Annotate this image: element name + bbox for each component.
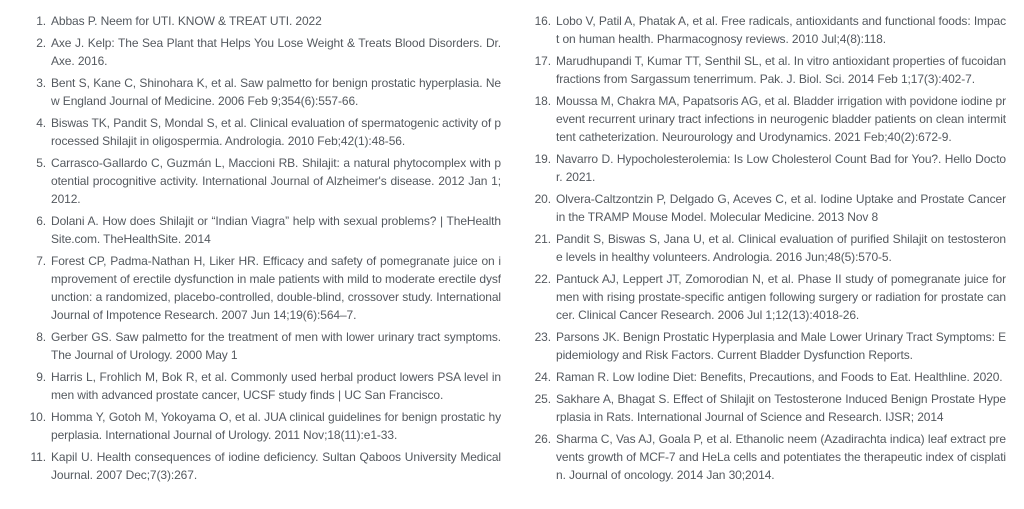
reference-item (533, 368, 1006, 386)
reference-text: Navarro D. Hypocholesterolemia: Is Low Cholesterol Count Bad for You?. Hello Doctor. 2021. (556, 152, 1006, 184)
reference-number: 2. (36, 36, 46, 50)
reference-item (533, 52, 1006, 88)
reference-list-left (28, 12, 501, 484)
reference-number: 8. (36, 330, 46, 344)
reference-number: 7. (36, 254, 46, 268)
reference-number: 11. (30, 450, 46, 464)
reference-number: 20. (534, 192, 551, 206)
reference-item (533, 190, 1006, 226)
reference-text: Dolani A. How does Shilajit or “Indian Viagra” help with sexual problems? | TheHealthSite.com. TheHealthSite. 2014 (51, 214, 501, 246)
reference-text: Marudhupandi T, Kumar TT, Senthil SL, et al. In vitro antioxidant properties of fucoidan fractions from Sargassum tenerrimum. Pak. J. Biol. Sci. 2014 Feb 1;17(3):402-7. (556, 54, 1006, 86)
references-column-right (533, 12, 1006, 509)
reference-item (533, 230, 1006, 266)
reference-item (28, 34, 501, 70)
reference-number: 25. (534, 392, 551, 406)
references-column-left (28, 12, 501, 509)
reference-number: 21. (534, 232, 551, 246)
reference-item (28, 448, 501, 484)
reference-list-right (533, 12, 1006, 484)
reference-number: 22. (534, 272, 551, 286)
reference-text: Raman R. Low Iodine Diet: Benefits, Precautions, and Foods to Eat. Healthline. 2020. (556, 370, 1003, 384)
reference-text: Sakhare A, Bhagat S. Effect of Shilajit on Testosterone Induced Benign Prostate Hyperplasia in Rats. International Journal of Science and Research. IJSR; 2014 (556, 392, 1006, 424)
reference-number: 3. (36, 76, 46, 90)
reference-text: Carrasco-Gallardo C, Guzmán L, Maccioni RB. Shilajit: a natural phytocomplex with potential procognitive activity. International Journal of Alzheimer's disease. 2012 Jan 1;2012. (51, 156, 501, 206)
reference-number: 6. (36, 214, 46, 228)
reference-text: Olvera-Caltzontzin P, Delgado G, Aceves C, et al. Iodine Uptake and Prostate Cancer in the TRAMP Mouse Model. Molecular Medicine. 2013 Nov 8 (556, 192, 1006, 224)
reference-item (533, 430, 1006, 484)
reference-number: 4. (36, 116, 46, 130)
reference-item (533, 270, 1006, 324)
reference-item (28, 74, 501, 110)
reference-number: 19. (534, 152, 551, 166)
reference-item (533, 328, 1006, 364)
reference-text: Lobo V, Patil A, Phatak A, et al. Free radicals, antioxidants and functional foods: Impact on human health. Pharmacognosy reviews. 2010 Jul;4(8):118. (556, 14, 1006, 46)
reference-number: 9. (36, 370, 46, 384)
reference-number: 10. (29, 410, 46, 424)
reference-item (533, 150, 1006, 186)
reference-text: Pandit S, Biswas S, Jana U, et al. Clinical evaluation of purified Shilajit on testosterone levels in healthy volunteers. Andrologia. 2016 Jun;48(5):570-5. (556, 232, 1006, 264)
reference-item (533, 390, 1006, 426)
reference-item (533, 92, 1006, 146)
reference-number: 17. (534, 54, 551, 68)
reference-number: 23. (534, 330, 551, 344)
reference-item (28, 408, 501, 444)
reference-number: 26. (534, 432, 551, 446)
reference-text: Harris L, Frohlich M, Bok R, et al. Commonly used herbal product lowers PSA level in men with advanced prostate cancer, UCSF study finds | UC San Francisco. (51, 370, 501, 402)
reference-text: Gerber GS. Saw palmetto for the treatment of men with lower urinary tract symptoms. The Journal of Urology. 2000 May 1 (51, 330, 501, 362)
reference-item (28, 368, 501, 404)
reference-item (533, 12, 1006, 48)
reference-text: Parsons JK. Benign Prostatic Hyperplasia and Male Lower Urinary Tract Symptoms: Epidemiology and Risk Factors. Current Bladder Dysfunction Reports. (556, 330, 1006, 362)
reference-item (28, 252, 501, 324)
reference-text: Sharma C, Vas AJ, Goala P, et al. Ethanolic neem (Azadirachta indica) leaf extract prevents growth of MCF-7 and HeLa cells and potentiates the therapeutic index of cisplatin. Journal of oncology. 2014 Jan 30;2014. (556, 432, 1006, 482)
reference-text: Axe J. Kelp: The Sea Plant that Helps You Lose Weight & Treats Blood Disorders. Dr. Axe. 2016. (51, 36, 501, 68)
reference-text: Kapil U. Health consequences of iodine deficiency. Sultan Qaboos University Medical Journal. 2007 Dec;7(3):267. (51, 450, 501, 482)
reference-item (28, 154, 501, 208)
reference-text: Biswas TK, Pandit S, Mondal S, et al. Clinical evaluation of spermatogenic activity of processed Shilajit in oligospermia. Andrologia. 2010 Feb;42(1):48-56. (51, 116, 501, 148)
reference-text: Moussa M, Chakra MA, Papatsoris AG, et al. Bladder irrigation with povidone iodine prevent recurrent urinary tract infections in neurogenic bladder patients on clean intermittent catheterization. Neurourology and Urodynamics. 2021 Feb;40(2):672-9. (556, 94, 1006, 144)
reference-text: Abbas P. Neem for UTI. KNOW & TREAT UTI. 2022 (51, 14, 322, 28)
reference-text: Homma Y, Gotoh M, Yokoyama O, et al. JUA clinical guidelines for benign prostatic hyperplasia. International Journal of Urology. 2011 Nov;18(11):e1-33. (51, 410, 501, 442)
reference-number: 16. (534, 14, 551, 28)
reference-number: 1. (36, 14, 46, 28)
reference-text: Pantuck AJ, Leppert JT, Zomorodian N, et al. Phase II study of pomegranate juice for men with rising prostate-specific antigen following surgery or radiation for prostate cancer. Clinical Cancer Research. 2006 Jul 1;12(13):4018-26. (556, 272, 1006, 322)
reference-text: Bent S, Kane C, Shinohara K, et al. Saw palmetto for benign prostatic hyperplasia. New England Journal of Medicine. 2006 Feb 9;354(6):557-66. (51, 76, 501, 108)
reference-number: 5. (36, 156, 46, 170)
reference-number: 18. (534, 94, 551, 108)
reference-number: 24. (534, 370, 551, 384)
reference-item (28, 12, 501, 30)
reference-text: Forest CP, Padma-Nathan H, Liker HR. Efficacy and safety of pomegranate juice on improvement of erectile dysfunction in male patients with mild to moderate erectile dysfunction: a randomized, placebo-controlled, double-blind, crossover study. International Journal of Impotence Research. 2007 Jun 14;19(6):564–7. (51, 254, 501, 322)
reference-item (28, 328, 501, 364)
reference-item (28, 114, 501, 150)
reference-item (28, 212, 501, 248)
